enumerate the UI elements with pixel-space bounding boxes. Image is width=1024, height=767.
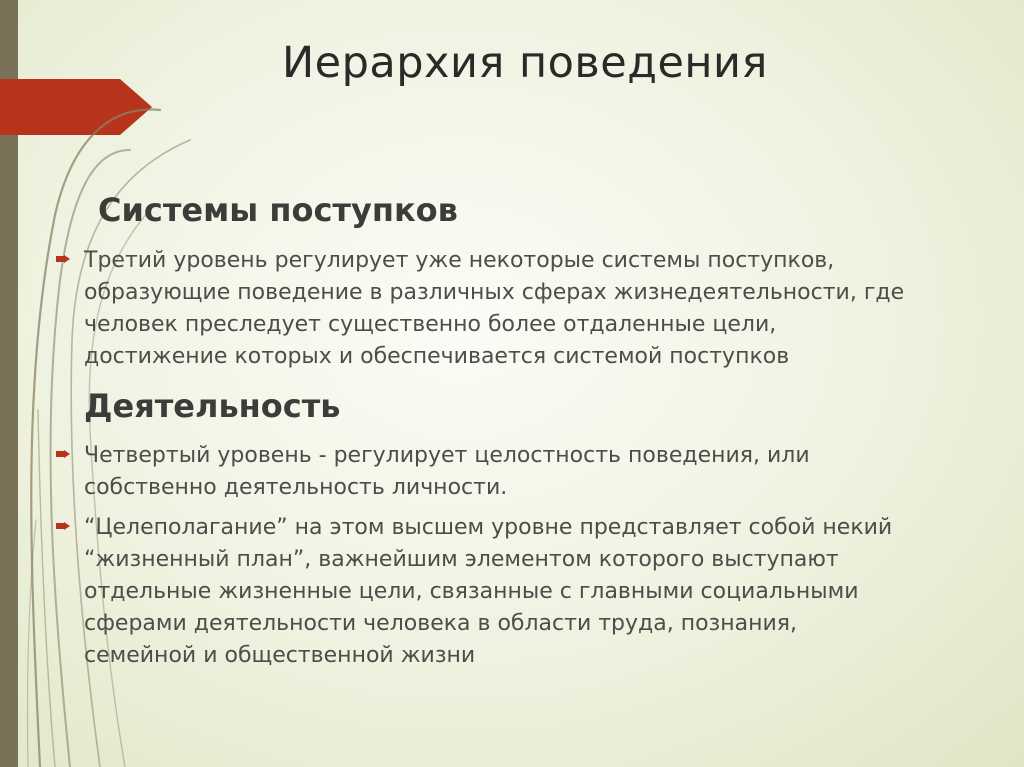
bullet-text xyxy=(84,245,1001,373)
arrow-bullet-icon xyxy=(56,522,70,530)
arrow-bullet-icon xyxy=(56,255,70,263)
bullet-line: “Целеполагание” на этом высшем уровне представляет собой некий xyxy=(84,515,893,540)
bullet-line: сферами деятельности человека в области труда, познания, xyxy=(84,611,798,636)
section-heading-action-systems: Системы поступков xyxy=(98,191,458,229)
bullet-line: образующие поведение в различных сферах жизнедеятельности, где xyxy=(84,280,905,305)
bullet-line: человек преследует существенно более отдаленные цели, xyxy=(84,312,777,337)
bullet-item xyxy=(56,512,1001,672)
bullet-line: отдельные жизненные цели, связанные с главными социальными xyxy=(84,579,859,604)
bullet-item xyxy=(56,245,1001,373)
bullet-line: Третий уровень регулирует уже некоторые системы поступков, xyxy=(84,248,835,273)
bullet-item xyxy=(56,440,1001,504)
arrow-bullet-icon xyxy=(56,450,70,458)
bullet-line: семейной и общественной жизни xyxy=(84,643,476,668)
bullet-text xyxy=(84,512,1001,672)
bullet-line: собственно деятельность личности. xyxy=(84,475,508,500)
bullet-line: достижение которых и обеспечивается системой поступков xyxy=(84,344,790,369)
bullet-line: “жизненный план”, важнейшим элементом которого выступают xyxy=(84,547,839,572)
section-heading-activity: Деятельность xyxy=(84,387,341,425)
bullet-line: Четвертый уровень - регулирует целостность поведения, или xyxy=(84,443,810,468)
slide-title: Иерархия поведения xyxy=(282,38,768,88)
bullet-text xyxy=(84,440,1001,504)
